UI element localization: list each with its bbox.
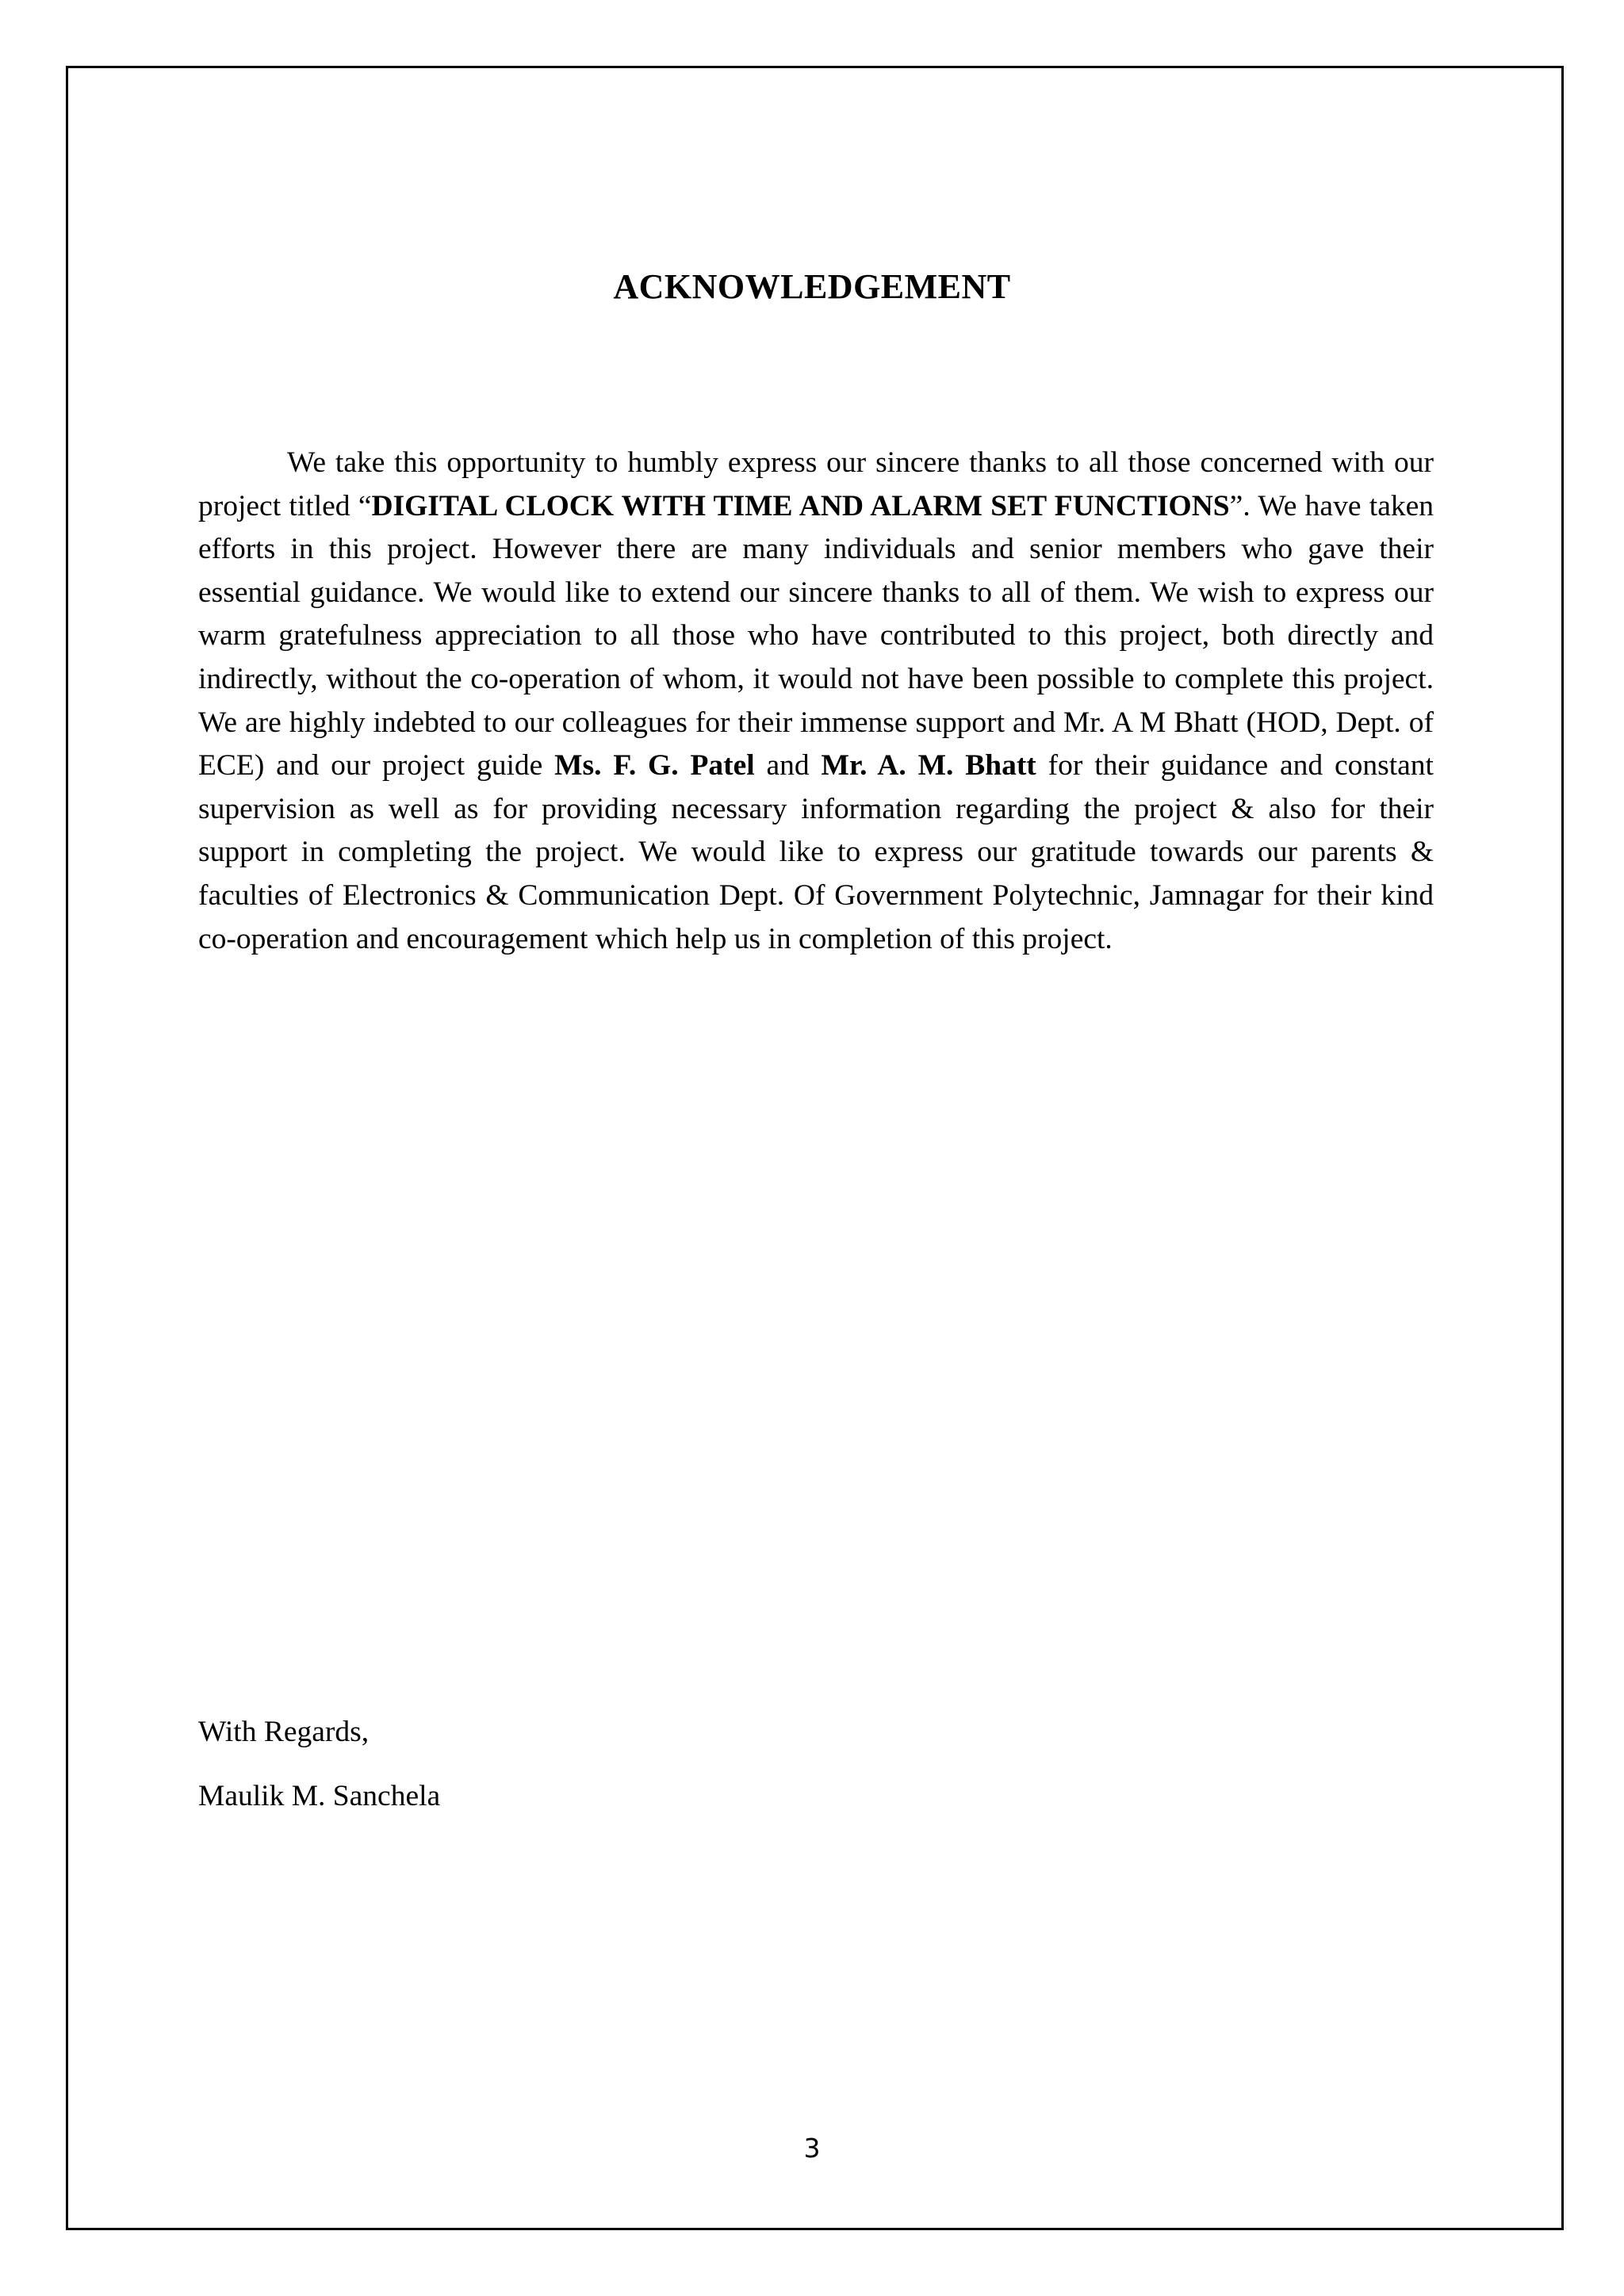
signature-name: Maulik M. Sanchela	[198, 1780, 441, 1812]
paragraph-connector: and	[754, 749, 822, 783]
paragraph-text-intro: We take this opportunity to humbly express our sincere thanks to all those concerned with our project titled “	[198, 446, 1434, 522]
acknowledgement-paragraph	[198, 442, 1434, 961]
acknowledgement-body	[198, 442, 1434, 961]
page-title: ACKNOWLEDGEMENT	[613, 267, 1011, 306]
page-border	[66, 66, 1564, 2230]
closing-salutation: With Regards,	[198, 1716, 370, 1748]
guide-name-1: Ms. F. G. Patel	[554, 749, 755, 783]
page-number: 3	[803, 2133, 821, 2164]
paragraph-text-end: for their guidance and constant supervision as well as for providing necessary information regarding the project & also for their support in completing the project. We would like to express our gratitude towards our parents & faculties of Electronics & Communication Dept. Of Government Polytechnic, Jamnagar for their kind co-operation and encouragement which help us in completion of this project.	[198, 749, 1434, 955]
project-title: DIGITAL CLOCK WITH TIME AND ALARM SET FUNCTIONS	[371, 489, 1230, 522]
guide-name-2: Mr. A. M. Bhatt	[821, 749, 1036, 783]
paragraph-text-main: ”. We have taken efforts in this project. However there are many individuals and senior members who gave their essential guidance. We would like to extend our sincere thanks to all of them. We wish to express our warm gratefulness appreciation to all those who have contributed to this project, both directly and indirectly, without the co-operation of whom, it would not have been possible to complete this project. We are highly indebted to our colleagues for their immense support and Mr. A M Bhatt (HOD, Dept. of ECE) and our project guide	[198, 489, 1434, 783]
closing-block	[198, 1715, 440, 1814]
